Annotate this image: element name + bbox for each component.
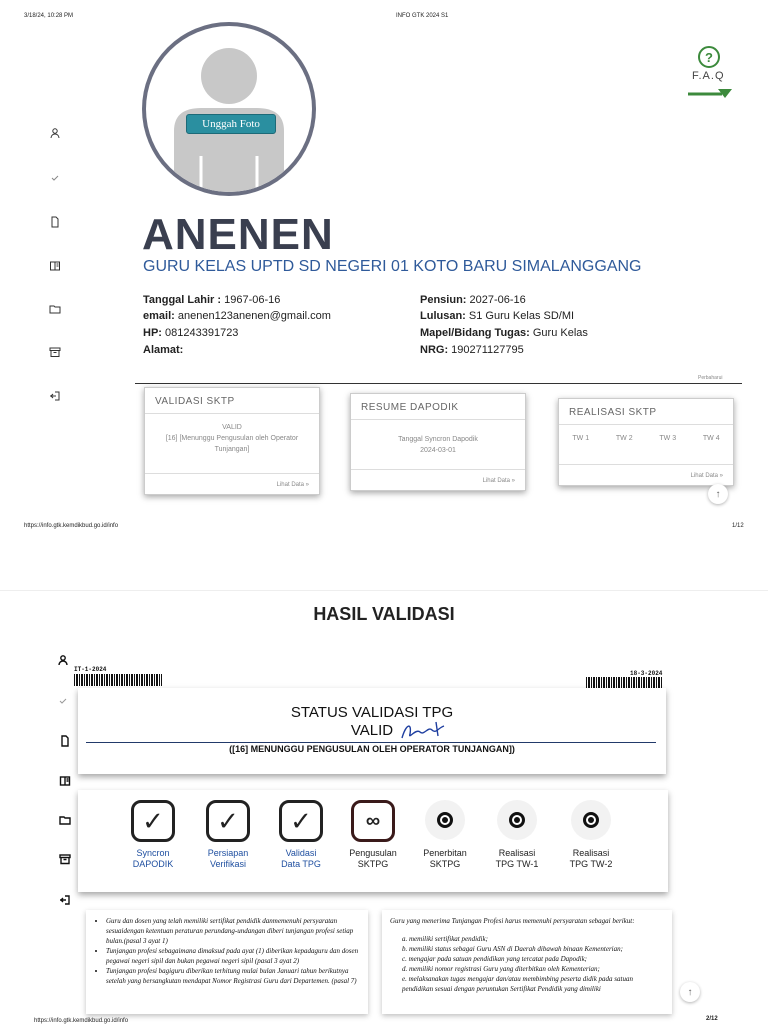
barcode-left-date: IT-1-2024 xyxy=(74,666,107,673)
user-icon[interactable] xyxy=(56,653,70,667)
requirement-item: a. memiliki sertifikat pendidik; xyxy=(402,935,488,943)
faq-button[interactable] xyxy=(698,46,720,68)
info-graduate: Lulusan: S1 Guru Kelas SD/MI xyxy=(420,310,575,322)
avatar-placeholder-icon xyxy=(146,26,312,192)
upload-photo-button[interactable]: Unggah Foto xyxy=(186,114,276,134)
archive-icon[interactable] xyxy=(58,852,72,866)
info-retirement: Pensiun: 2027-06-16 xyxy=(420,294,526,306)
sync-date: 2024-03-01 xyxy=(420,447,456,454)
profile-name: ANENEN xyxy=(142,210,334,259)
tw-4: TW 4 xyxy=(702,435,720,442)
card-resume-dapodik xyxy=(350,393,526,491)
card-validasi-sktp xyxy=(144,387,320,495)
document-icon[interactable] xyxy=(58,734,72,748)
step-realisasi-tw1: Realisasi TPG TW-1 xyxy=(480,800,554,870)
checkbox-checked-icon: ✓ xyxy=(279,800,323,842)
info-birthdate: Tanggal Lahir : 1967-06-16 xyxy=(143,294,281,306)
validasi-note-cont: Tunjangan] xyxy=(214,446,250,453)
requirement-text-panel xyxy=(382,910,672,1014)
regulation-item: • Tunjangan profesi bagiguru diberikan terhitung mulai bulan Januari tahun berikutnya setelah yang bersangkutan mendapat Nomor Registrasi Guru dari Departemen. (pasal 7) xyxy=(106,966,360,986)
card-realisasi-sktp xyxy=(558,398,734,486)
radio-pending-icon xyxy=(497,800,537,840)
scroll-top-button[interactable] xyxy=(708,484,728,504)
status-validasi-panel xyxy=(78,688,666,774)
status-value: VALID xyxy=(350,722,394,739)
step-validasi-data-tpg: ✓ Validasi Data TPG xyxy=(264,800,338,870)
signature-icon xyxy=(398,718,450,742)
radio-pending-icon xyxy=(571,800,611,840)
hasil-validasi-title: HASIL VALIDASI xyxy=(313,604,455,624)
book-icon[interactable] xyxy=(48,259,62,273)
card-title: REALISASI SKTP xyxy=(559,399,733,425)
info-address: Alamat: xyxy=(143,344,184,356)
faq-label[interactable]: F.A.Q xyxy=(692,70,725,82)
profile-position: GURU KELAS UPTD SD NEGERI 01 KOTO BARU SIMALANGGANG xyxy=(143,258,642,275)
step-pengusulan-sktpg: ∞ Pengusulan SKTPG xyxy=(336,800,410,870)
question-icon: ? xyxy=(705,49,713,65)
arrow-up-icon: ↑ xyxy=(687,986,693,998)
logout-icon[interactable] xyxy=(48,389,62,403)
lihat-data-link[interactable]: Lihat Data » xyxy=(276,482,309,488)
regulation-item: • Tunjangan profesi sebagaimana dimaksud pada ayat (1) diberikan kepadaguru dan dosen pegawai negeri sipil dan bukan pegawai negeri sipil (pasal 3 ayat 2) xyxy=(106,946,360,966)
print-url-bottom: https://info.gtk.kemdikbud.go.id/info xyxy=(34,1018,129,1024)
requirement-item: d. memiliki nomor registrasi Guru yang diterbitkan oleh Kementerian; xyxy=(402,965,600,973)
validation-steps-panel xyxy=(78,790,668,892)
requirement-item: c. mengajar pada satuan pendidikan yang tercatat pada Dapodik; xyxy=(402,955,588,963)
update-link[interactable]: Perbaharui xyxy=(698,375,723,381)
info-phone: HP: 081243391723 xyxy=(143,327,239,339)
radio-pending-icon xyxy=(425,800,465,840)
print-datetime: 3/18/24, 10:28 PM xyxy=(24,13,74,19)
card-title: VALIDASI SKTP xyxy=(145,388,319,414)
scroll-top-button[interactable] xyxy=(680,982,700,1002)
profile-photo[interactable] xyxy=(142,22,316,196)
step-syncron-dapodik: ✓ Syncron DAPODIK xyxy=(116,800,190,870)
archive-icon[interactable] xyxy=(48,345,62,359)
folder-icon[interactable] xyxy=(58,813,72,827)
info-email: email: anenen123anenen@gmail.com xyxy=(143,310,331,322)
barcode-left xyxy=(74,674,162,686)
tw-1: TW 1 xyxy=(572,435,590,442)
regulation-text-panel xyxy=(86,910,368,1014)
info-subject: Mapel/Bidang Tugas: Guru Kelas xyxy=(420,327,588,339)
print-page-bottom: 2/12 xyxy=(706,1016,718,1022)
sync-label: Tanggal Syncron Dapodik xyxy=(398,436,478,443)
step-realisasi-tw2: Realisasi TPG TW-2 xyxy=(554,800,628,870)
status-title: STATUS VALIDASI TPG xyxy=(290,704,454,721)
requirement-item: e. melaksanakan tugas mengajar dan/atau membimbing peserta didik pada satuan pendidikan sesuai dengan peruntukan Sertifikat Pendidik yang dimiliki xyxy=(402,975,633,993)
book-icon[interactable] xyxy=(58,774,72,788)
section-divider xyxy=(135,383,742,384)
validasi-status: VALID xyxy=(222,424,242,431)
lihat-data-link[interactable]: Lihat Data » xyxy=(690,473,723,479)
print-page: 1/12 xyxy=(732,523,744,529)
card-title: RESUME DAPODIK xyxy=(351,394,525,420)
info-nrg: NRG: 190271127795 xyxy=(420,344,524,356)
lihat-data-link[interactable]: Lihat Data » xyxy=(482,478,515,484)
arrow-up-icon: ↑ xyxy=(715,488,721,500)
tw-3: TW 3 xyxy=(659,435,677,442)
requirement-intro: Guru yang menerima Tunjangan Profesi harus memenuhi persyaratan sebagai berikut: xyxy=(390,917,635,925)
print-doc-title: INFO GTK 2024 S1 xyxy=(396,13,449,19)
document-icon[interactable] xyxy=(48,215,62,229)
tw-2: TW 2 xyxy=(615,435,633,442)
user-icon[interactable] xyxy=(48,126,62,140)
check-icon[interactable] xyxy=(48,171,62,185)
checkbox-checked-icon: ✓ xyxy=(131,800,175,842)
logout-icon[interactable] xyxy=(58,893,72,907)
print-url: https://info.gtk.kemdikbud.go.id/info xyxy=(24,523,119,529)
faq-arrow-icon xyxy=(686,86,734,104)
requirement-item: b. memiliki status sebagai Guru ASN di Daerah dibawah binaan Kementerian; xyxy=(402,945,623,953)
barcode-right-date: 18-3-2024 xyxy=(630,670,663,677)
step-persiapan-verifikasi: ✓ Persiapan Verifikasi xyxy=(191,800,265,870)
validasi-note: [16] [Menunggu Pengusulan oleh Operator xyxy=(165,435,299,442)
infinity-icon: ∞ xyxy=(351,800,395,842)
checkbox-checked-icon: ✓ xyxy=(206,800,250,842)
status-note: ([16] MENUNGGU PENGUSULAN OLEH OPERATOR TUNJANGAN]) xyxy=(229,744,515,754)
check-icon[interactable] xyxy=(56,694,70,708)
folder-icon[interactable] xyxy=(48,302,62,316)
step-penerbitan-sktpg: Penerbitan SKTPG xyxy=(408,800,482,870)
regulation-item: • Guru dan dosen yang telah memiliki sertifikat pendidik danmemenuhi persyaratan sesuaidengan ketentuan peraturan perundang-undangan diberi tunjangan profesi setiap bulan.(pasal 3 ayat 1) xyxy=(106,916,360,946)
